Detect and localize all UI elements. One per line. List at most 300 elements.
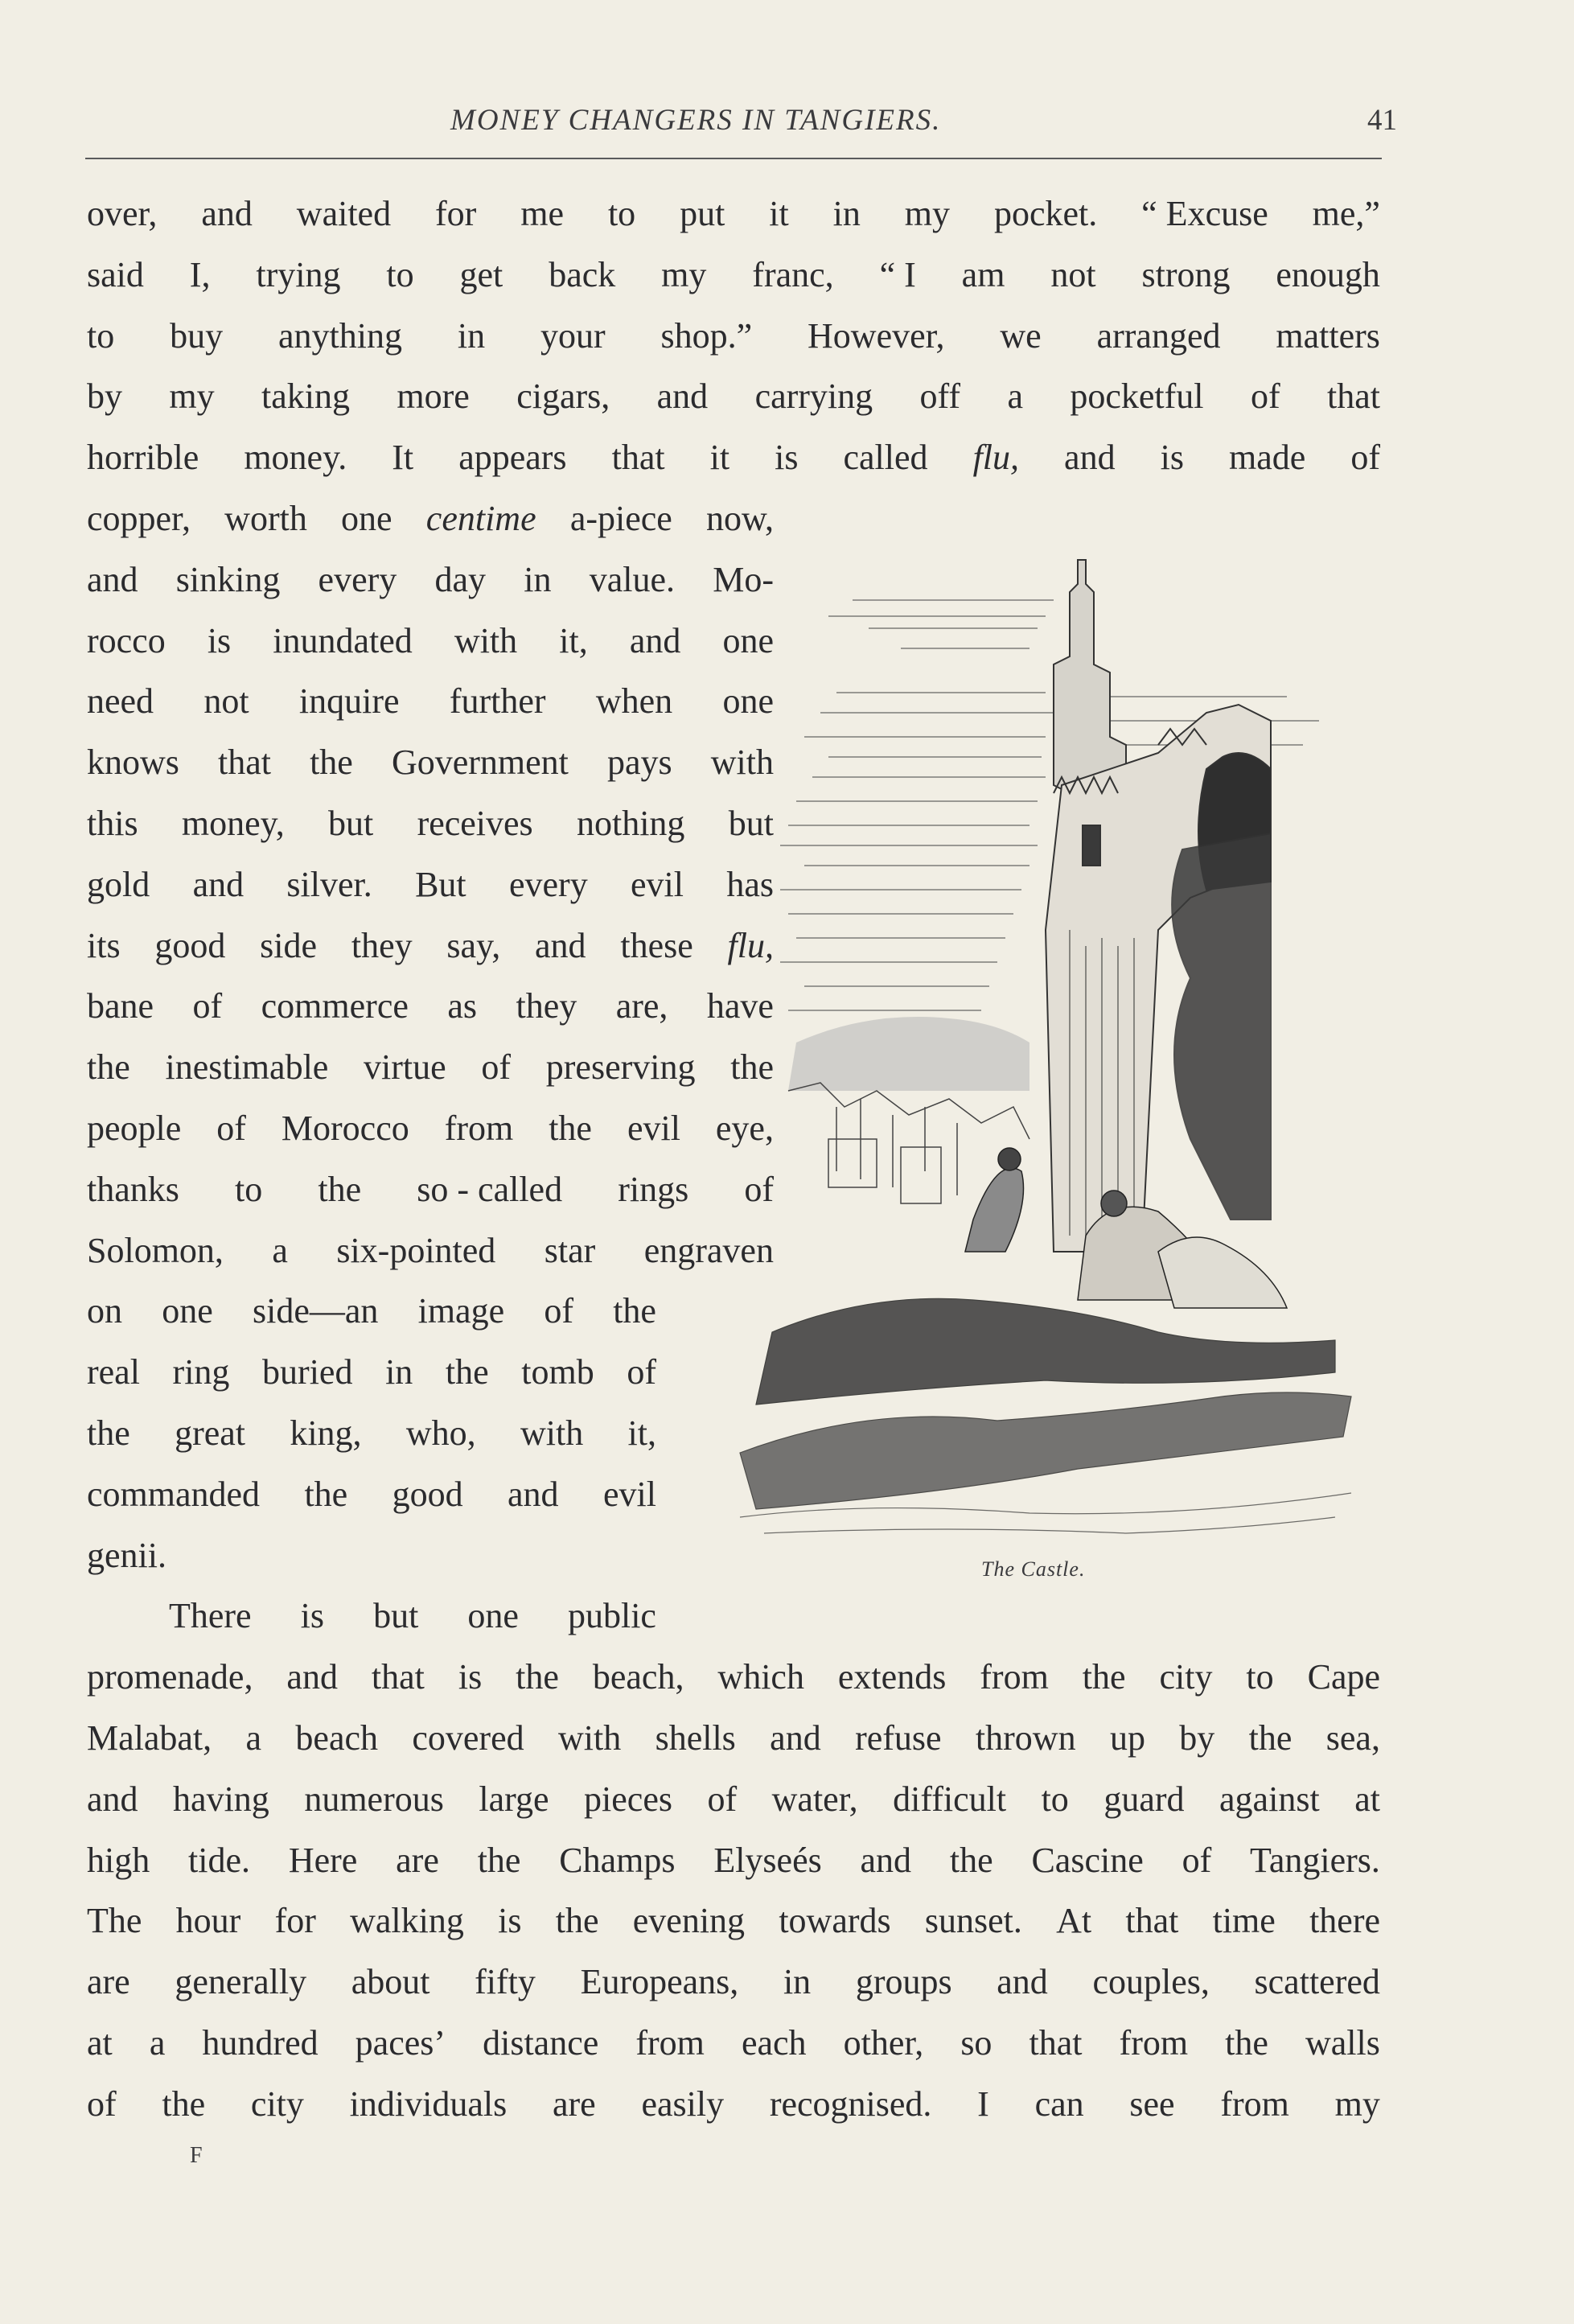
word: and bbox=[192, 864, 245, 904]
word: so bbox=[960, 2023, 992, 2063]
word: commanded bbox=[87, 1474, 261, 1514]
text-line bbox=[87, 2019, 1380, 2067]
word: of bbox=[544, 1291, 573, 1331]
word: guard bbox=[1103, 1779, 1185, 1819]
word: city bbox=[250, 2083, 304, 2124]
word: engraven bbox=[643, 1230, 774, 1270]
word: pocketful bbox=[1070, 376, 1204, 417]
word: that bbox=[1125, 1901, 1179, 1941]
word: for bbox=[274, 1901, 316, 1941]
word: inestimable bbox=[165, 1047, 329, 1088]
word: pocket. bbox=[993, 194, 1098, 233]
word: city bbox=[1159, 1657, 1213, 1697]
word: when bbox=[595, 681, 673, 722]
text-line bbox=[87, 495, 774, 543]
text-line bbox=[87, 922, 774, 970]
word: who, bbox=[405, 1413, 476, 1453]
word: tide. bbox=[188, 1840, 251, 1880]
word: Champs bbox=[559, 1840, 676, 1880]
word: walls bbox=[1305, 2023, 1380, 2063]
word: Cascine bbox=[1031, 1840, 1144, 1880]
word: off bbox=[919, 376, 961, 417]
word: sea, bbox=[1325, 1718, 1380, 1758]
word: copper, bbox=[87, 499, 191, 538]
word: appears bbox=[458, 438, 567, 478]
word: made bbox=[1229, 438, 1306, 478]
word: king, bbox=[290, 1413, 362, 1453]
word: fifty bbox=[475, 1962, 536, 2002]
word: having bbox=[173, 1779, 269, 1819]
word: At bbox=[1056, 1901, 1092, 1941]
word: the bbox=[318, 1169, 362, 1209]
word: but bbox=[373, 1596, 419, 1636]
word: public bbox=[567, 1596, 656, 1636]
word: the bbox=[1082, 1657, 1126, 1697]
word: genii. bbox=[87, 1535, 166, 1575]
text-line bbox=[87, 617, 774, 665]
word: trying bbox=[256, 254, 341, 294]
word: Europeans, bbox=[580, 1962, 739, 2002]
word: real bbox=[87, 1352, 140, 1392]
word: tomb bbox=[521, 1352, 594, 1392]
word: I, bbox=[189, 254, 211, 294]
word: my bbox=[1334, 2083, 1380, 2124]
word: beach bbox=[295, 1718, 379, 1758]
word: is bbox=[300, 1596, 325, 1636]
text-line bbox=[87, 677, 774, 726]
word: and bbox=[535, 925, 586, 965]
text-line bbox=[87, 372, 1380, 421]
word: of bbox=[627, 1352, 656, 1392]
word: to bbox=[1041, 1779, 1069, 1819]
word: with bbox=[710, 742, 774, 783]
word: in bbox=[832, 194, 861, 233]
word: up bbox=[1109, 1718, 1145, 1758]
word: commerce bbox=[261, 986, 409, 1026]
word: and bbox=[629, 620, 681, 660]
word: we bbox=[1000, 315, 1042, 356]
word: hour bbox=[175, 1901, 241, 1941]
word: my bbox=[169, 376, 215, 417]
word: at bbox=[87, 2023, 113, 2063]
word: in bbox=[385, 1352, 413, 1392]
page-number: 41 bbox=[1367, 104, 1397, 137]
word: the bbox=[549, 1109, 592, 1148]
word: refuse bbox=[855, 1718, 942, 1758]
word: side—an bbox=[252, 1291, 379, 1331]
word: for bbox=[435, 194, 477, 233]
word: ring bbox=[172, 1352, 230, 1392]
word: the bbox=[310, 742, 353, 783]
word: see bbox=[1129, 2083, 1175, 2124]
word: of bbox=[707, 1779, 738, 1819]
word: Morocco bbox=[281, 1109, 409, 1148]
word: However, bbox=[808, 315, 945, 356]
word: a bbox=[149, 2023, 166, 2063]
word: sinking bbox=[175, 559, 281, 599]
word: inundated bbox=[273, 620, 413, 660]
word: “ I bbox=[879, 254, 916, 294]
word: by bbox=[1179, 1718, 1215, 1758]
word: with bbox=[557, 1718, 622, 1758]
word: of bbox=[1350, 438, 1380, 478]
word: eye, bbox=[715, 1109, 774, 1148]
word: a bbox=[1007, 376, 1023, 417]
word: couples, bbox=[1092, 1962, 1210, 2002]
word: my bbox=[661, 254, 707, 294]
word: but bbox=[728, 804, 774, 843]
word: difficult bbox=[893, 1779, 1007, 1819]
word: against bbox=[1219, 1779, 1320, 1819]
word: is bbox=[775, 438, 799, 478]
word: water, bbox=[771, 1779, 858, 1819]
word: of bbox=[216, 1109, 246, 1148]
word: these bbox=[620, 925, 693, 965]
word: shells bbox=[655, 1718, 736, 1758]
word: covered bbox=[412, 1718, 524, 1758]
word: to bbox=[607, 194, 636, 233]
word: numerous bbox=[304, 1779, 444, 1819]
word: Here bbox=[288, 1840, 358, 1880]
text-line bbox=[87, 982, 774, 1030]
figure-caption: The Castle. bbox=[981, 1557, 1086, 1581]
word: get bbox=[459, 254, 503, 294]
word: they bbox=[516, 986, 577, 1026]
word: and bbox=[1064, 438, 1116, 478]
word: the bbox=[516, 1657, 559, 1697]
word: in bbox=[783, 1962, 812, 2002]
word: taking bbox=[261, 376, 350, 417]
word: enough bbox=[1276, 254, 1380, 294]
word: one bbox=[722, 681, 774, 722]
word: it bbox=[769, 194, 789, 233]
castle-illustration bbox=[708, 528, 1367, 1549]
word: to bbox=[235, 1169, 263, 1209]
word: which bbox=[717, 1657, 804, 1697]
word: are bbox=[396, 1840, 439, 1880]
word: with bbox=[454, 620, 518, 660]
word: rocco bbox=[87, 620, 166, 660]
word: time bbox=[1212, 1901, 1276, 1941]
word: a bbox=[272, 1230, 288, 1270]
word: Elyseés bbox=[713, 1840, 822, 1880]
text-line bbox=[87, 312, 1380, 360]
word: over, bbox=[87, 194, 158, 233]
word: day bbox=[434, 559, 487, 599]
word: towards bbox=[779, 1901, 891, 1941]
word: by bbox=[87, 376, 122, 417]
word: from bbox=[1119, 2023, 1189, 2063]
word: franc, bbox=[752, 254, 834, 294]
word: that bbox=[1029, 2023, 1083, 2063]
word: image bbox=[417, 1291, 505, 1331]
word: evil bbox=[631, 864, 684, 904]
word: the bbox=[949, 1840, 993, 1880]
text-line bbox=[87, 1348, 656, 1396]
word: I bbox=[977, 2083, 989, 2124]
word: waited bbox=[296, 194, 392, 233]
word: more bbox=[397, 376, 470, 417]
word: centime bbox=[425, 499, 536, 538]
word: But bbox=[415, 864, 466, 904]
word: beach, bbox=[592, 1657, 684, 1697]
text-line bbox=[87, 1653, 1380, 1701]
word: each bbox=[741, 2023, 807, 2063]
word: from bbox=[444, 1109, 514, 1148]
word: and bbox=[860, 1840, 912, 1880]
word: are bbox=[552, 2083, 596, 2124]
text-line bbox=[87, 800, 774, 848]
word: high bbox=[87, 1840, 150, 1880]
word: pieces bbox=[584, 1779, 672, 1819]
word: further bbox=[449, 681, 546, 722]
word: from bbox=[635, 2023, 705, 2063]
word: my bbox=[904, 194, 951, 233]
word: virtue bbox=[364, 1047, 446, 1088]
word: the bbox=[1248, 1718, 1292, 1758]
text-line bbox=[87, 1043, 774, 1092]
word: it, bbox=[559, 620, 588, 660]
word: but bbox=[328, 804, 374, 843]
word: the bbox=[162, 2083, 206, 2124]
castle-engraving-icon bbox=[708, 528, 1367, 1549]
word: as bbox=[447, 986, 477, 1026]
word: receives bbox=[417, 804, 533, 843]
word: strong bbox=[1141, 254, 1231, 294]
text-line bbox=[87, 1166, 774, 1214]
word: shop.” bbox=[660, 315, 753, 356]
word: to bbox=[87, 315, 115, 356]
word: of bbox=[481, 1047, 512, 1088]
text-line bbox=[87, 861, 774, 909]
word: generally bbox=[175, 1962, 307, 2002]
word: There bbox=[169, 1596, 252, 1636]
word: the bbox=[445, 1352, 489, 1392]
text-line bbox=[87, 1470, 656, 1519]
text-line bbox=[87, 1714, 1380, 1763]
word: horrible bbox=[87, 438, 199, 478]
word: it bbox=[709, 438, 730, 478]
word: gold bbox=[87, 864, 150, 904]
word: from bbox=[980, 1657, 1049, 1697]
word: walking bbox=[350, 1901, 464, 1941]
word: said bbox=[87, 254, 144, 294]
word: is bbox=[1160, 438, 1184, 478]
word: sunset. bbox=[924, 1901, 1022, 1941]
word: evening bbox=[632, 1901, 746, 1941]
word: paces’ bbox=[355, 2023, 446, 2063]
word: of bbox=[1182, 1840, 1212, 1880]
word: every bbox=[508, 864, 588, 904]
word: am bbox=[961, 254, 1005, 294]
word: buy bbox=[170, 315, 224, 356]
word: of bbox=[1250, 376, 1280, 417]
word: in bbox=[524, 559, 552, 599]
word: are, bbox=[615, 986, 668, 1026]
word: to bbox=[1246, 1657, 1274, 1697]
word: preserving bbox=[545, 1047, 696, 1088]
word: easily bbox=[641, 2083, 725, 2124]
word: silver. bbox=[286, 864, 372, 904]
word: six-pointed bbox=[336, 1230, 496, 1270]
word: and bbox=[87, 1779, 138, 1819]
text-line bbox=[87, 1104, 774, 1153]
word: can bbox=[1034, 2083, 1084, 2124]
word: Mo- bbox=[713, 559, 774, 599]
word: matters bbox=[1276, 315, 1380, 356]
word: the bbox=[477, 1840, 521, 1880]
word: Malabat, bbox=[87, 1718, 212, 1758]
word: bane bbox=[87, 986, 154, 1026]
word: good bbox=[392, 1474, 463, 1514]
word: great bbox=[175, 1413, 246, 1453]
word: extends bbox=[837, 1657, 947, 1697]
word: one bbox=[467, 1596, 519, 1636]
word: individuals bbox=[349, 2083, 508, 2124]
word: this bbox=[87, 804, 138, 843]
word: value. bbox=[589, 559, 675, 599]
header-rule bbox=[85, 158, 1382, 159]
text-line bbox=[87, 1287, 656, 1335]
word: is bbox=[207, 620, 232, 660]
word: are bbox=[87, 1962, 130, 2002]
word: now, bbox=[706, 499, 774, 538]
word: arranged bbox=[1096, 315, 1221, 356]
text-line bbox=[87, 1227, 774, 1275]
word: with bbox=[520, 1413, 584, 1453]
word: and bbox=[87, 559, 138, 599]
word: back bbox=[549, 254, 616, 294]
word: not bbox=[203, 681, 249, 722]
word: “ Excuse bbox=[1141, 194, 1268, 233]
word: put bbox=[680, 194, 725, 233]
word: has bbox=[726, 864, 774, 904]
word: me bbox=[520, 194, 565, 233]
word: is bbox=[498, 1901, 522, 1941]
word: so - called bbox=[417, 1169, 563, 1209]
word: other, bbox=[843, 2023, 924, 2063]
word: scattered bbox=[1254, 1962, 1380, 2002]
text-line bbox=[87, 556, 774, 604]
word: your bbox=[540, 315, 606, 356]
word: evil bbox=[602, 1474, 656, 1514]
word: its bbox=[87, 925, 121, 965]
word: good bbox=[154, 925, 226, 965]
word: evil bbox=[627, 1109, 680, 1148]
word: star bbox=[544, 1230, 596, 1270]
word: carrying bbox=[754, 376, 873, 417]
word: of bbox=[192, 986, 223, 1026]
word: worth bbox=[224, 499, 307, 538]
word: groups bbox=[855, 1962, 952, 2002]
word: a-piece bbox=[569, 499, 672, 538]
text-line bbox=[87, 1897, 1380, 1945]
word: and bbox=[997, 1962, 1048, 2002]
text-line bbox=[87, 1837, 1380, 1885]
word: that bbox=[371, 1657, 425, 1697]
word: in bbox=[457, 315, 486, 356]
word: called bbox=[843, 438, 928, 478]
word: that bbox=[1326, 376, 1380, 417]
word: that bbox=[218, 742, 271, 783]
word: and bbox=[508, 1474, 559, 1514]
word: Cape bbox=[1307, 1657, 1380, 1697]
word: and bbox=[201, 194, 253, 233]
text-line bbox=[87, 1532, 656, 1580]
word: need bbox=[87, 681, 154, 722]
word: It bbox=[392, 438, 414, 478]
word: from bbox=[1220, 2083, 1289, 2124]
word: the bbox=[613, 1291, 656, 1331]
word: hundred bbox=[202, 2023, 318, 2063]
word: and bbox=[656, 376, 709, 417]
word: Government bbox=[391, 742, 569, 783]
word: there bbox=[1309, 1901, 1380, 1941]
word: money. bbox=[244, 438, 347, 478]
word: to bbox=[386, 254, 414, 294]
word: about bbox=[351, 1962, 430, 2002]
text-line bbox=[169, 1592, 656, 1640]
word: at bbox=[1354, 1779, 1380, 1819]
word: one bbox=[162, 1291, 213, 1331]
text-line bbox=[87, 1409, 656, 1458]
word: they bbox=[351, 925, 413, 965]
word: one bbox=[341, 499, 392, 538]
word: buried bbox=[262, 1352, 353, 1392]
word: cigars, bbox=[516, 376, 610, 417]
word: the bbox=[87, 1413, 130, 1453]
word: thrown bbox=[975, 1718, 1076, 1758]
word: anything bbox=[277, 315, 402, 356]
text-line bbox=[87, 251, 1380, 299]
word: thanks bbox=[87, 1169, 179, 1209]
word: the bbox=[555, 1901, 599, 1941]
word: the bbox=[730, 1047, 774, 1088]
word: people bbox=[87, 1109, 182, 1148]
word: The bbox=[87, 1901, 142, 1941]
word: say, bbox=[446, 925, 501, 965]
word: every bbox=[318, 559, 397, 599]
word: knows bbox=[87, 742, 179, 783]
word: is bbox=[458, 1657, 483, 1697]
word: it, bbox=[627, 1413, 656, 1453]
word: Solomon, bbox=[87, 1230, 224, 1270]
word: and bbox=[286, 1657, 338, 1697]
word: have bbox=[706, 986, 774, 1026]
word: promenade, bbox=[87, 1657, 253, 1697]
running-title: MONEY CHANGERS IN TANGIERS. bbox=[450, 104, 942, 137]
word: money, bbox=[181, 804, 285, 843]
word: of bbox=[87, 2083, 117, 2124]
word: a bbox=[245, 1718, 262, 1758]
word: and bbox=[770, 1718, 821, 1758]
text-line bbox=[87, 1775, 1380, 1824]
signature-mark: F bbox=[190, 2143, 203, 2168]
word: the bbox=[87, 1047, 130, 1088]
text-line bbox=[87, 190, 1380, 238]
word: side bbox=[260, 925, 318, 965]
word: Tangiers. bbox=[1250, 1840, 1380, 1880]
word: distance bbox=[483, 2023, 599, 2063]
word: nothing bbox=[576, 804, 685, 843]
word: the bbox=[304, 1474, 348, 1514]
word: recognised. bbox=[769, 2083, 932, 2124]
word: the bbox=[1225, 2023, 1268, 2063]
word: on bbox=[87, 1291, 122, 1331]
word: rings bbox=[618, 1169, 689, 1209]
word: me,” bbox=[1312, 194, 1380, 233]
word: flu, bbox=[727, 925, 774, 965]
